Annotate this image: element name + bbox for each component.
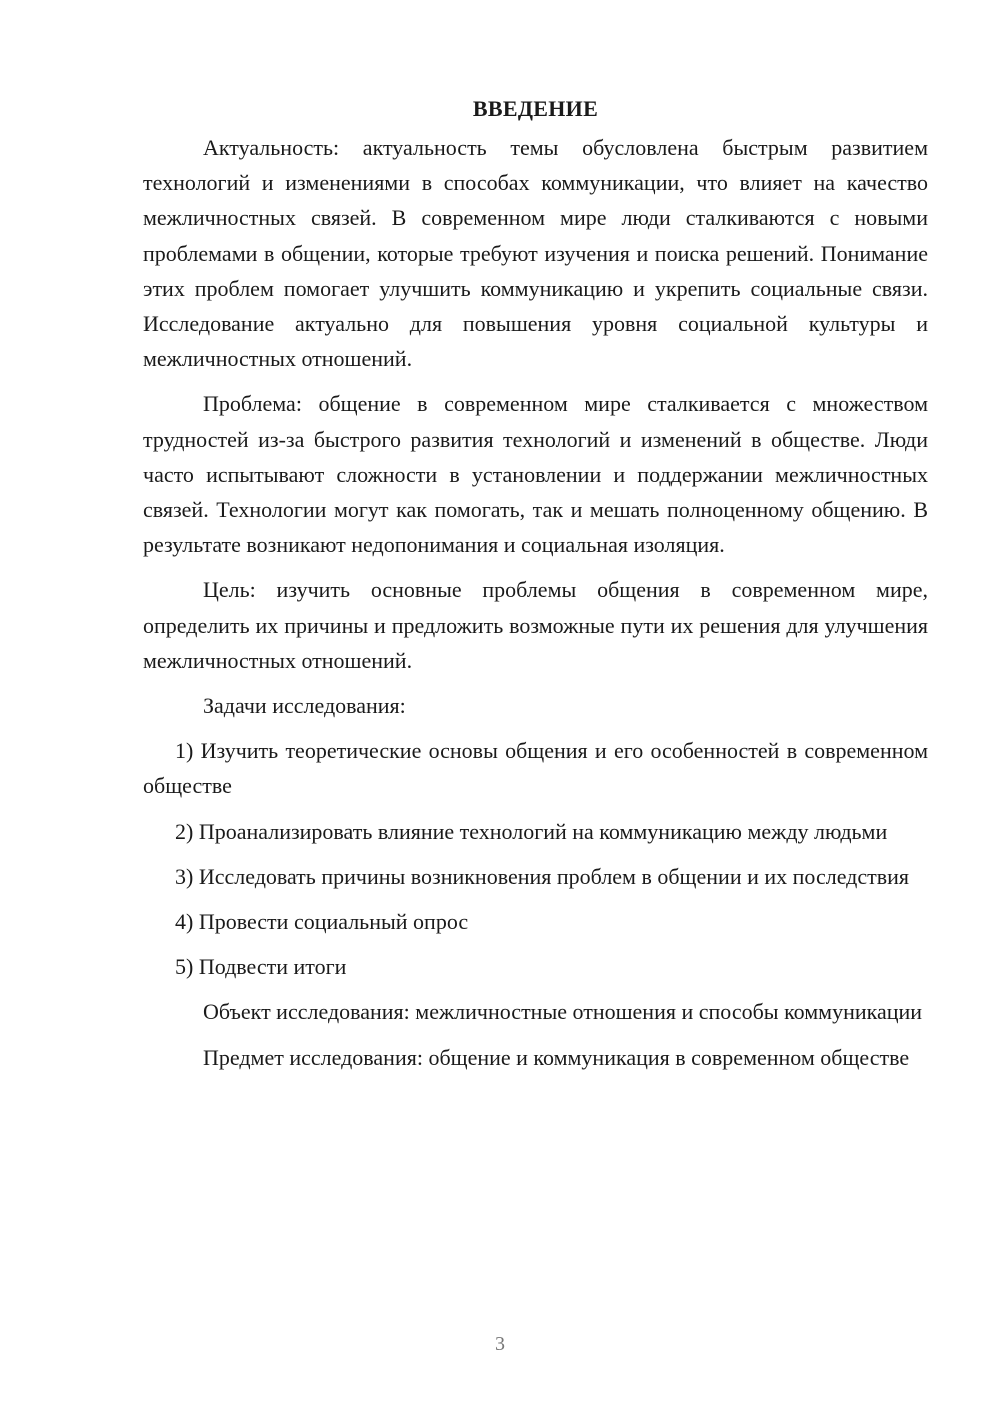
task-item: 3) Исследовать причины возникновения проблем в общении и их последствия — [175, 863, 910, 889]
goal-paragraph: Цель: изучить основные проблемы общения в современном мире, определить их причины и предложить возможные пути их решения для улучшения межличностных отношений. — [143, 577, 928, 673]
page-title: ВВЕДЕНИЕ — [472, 96, 599, 121]
subject-paragraph: Предмет исследования: общение и коммуникация в современном обществе — [203, 1044, 910, 1070]
task-item: 2) Проанализировать влияние технологий на коммуникацию между людьми — [175, 818, 888, 844]
relevance-paragraph: Актуальность: актуальность темы обусловлена быстрым развитием технологий и изменениями в способах коммуникации, что влияет на качество межличностных связей. В современном мире люди сталкиваются с новыми проблемами в общении, которые требуют изучения и поиска решений. Понимание этих проблем помогает улучшить коммуникацию и укрепить социальные связи. Исследование актуально для повышения уровня социальной культуры и межличностных отношений. — [143, 135, 928, 372]
object-paragraph: Объект исследования: межличностные отношения и способы коммуникации — [203, 999, 923, 1025]
tasks-heading: Задачи исследования: — [203, 693, 406, 719]
task-item: 5) Подвести итоги — [175, 954, 347, 980]
document-page — [143, 92, 928, 1075]
task-item: 4) Провести социальный опрос — [175, 909, 469, 935]
task-item: 1) Изучить теоретические основы общения и его особенностей в современном обществе — [143, 738, 928, 799]
page-number: 3 — [495, 1333, 505, 1355]
problem-paragraph: Проблема: общение в современном мире сталкивается с множеством трудностей из-за быстрого развития технологий и изменений в обществе. Люди часто испытывают сложности в установлении и поддержании межличностных связей. Технологии могут как помогать, так и мешать полноценному общению. В результате возникают недопонимания и социальная изоляция. — [143, 391, 928, 558]
